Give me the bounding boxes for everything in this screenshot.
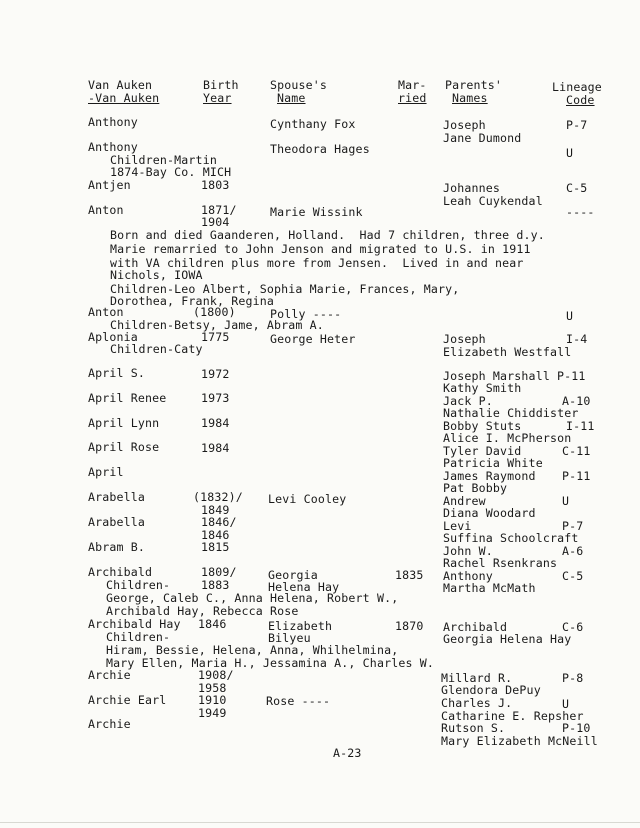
entry-name: April Lynn [88,416,160,430]
entry-note: with VA children plus more from Jensen. Lived in and near [110,256,524,270]
entry-name: Anthony [88,115,138,129]
entry-death: 1958 [198,681,227,695]
entry-code: P-10 [562,721,591,735]
entry-note: Children-Martin [110,153,217,167]
entry-name: April Renee [88,391,167,405]
entry-spouse: Cynthany Fox [270,117,356,131]
header-year: Year [203,91,232,105]
header-name-2: -Van Auken [88,91,160,105]
entry-code: ---- [566,205,595,219]
entry-note: Marie remarried to John Jenson and migrated to U.S. in 1911 [110,242,531,256]
entry-parent-mother: Elizabeth Westfall [443,345,572,359]
entry-birth: 1972 [201,367,230,381]
entry-spouse-2: Helena Hay [268,580,340,594]
entry-spouse: Elizabeth [268,619,333,633]
entry-spouse: Levi Cooley [268,492,347,506]
entry-code: C-11 [562,444,591,458]
header-name: Van Auken [88,78,153,92]
header-parents: Parents' [445,78,503,92]
entry-name: Archie [88,717,131,731]
entry-note: Children-Caty [110,342,203,356]
entry-note: Nichols, IOWA [110,268,203,282]
entry-parent-father: John W. [443,544,493,558]
entry-code: U [566,309,574,323]
entry-code: A-10 [562,394,591,408]
entry-parent-mother: Suffina Schoolcraft [443,531,579,545]
header-code: Code [566,93,595,107]
entry-birth: 1984 [201,416,230,430]
entry-birth: 1973 [201,391,230,405]
entry-parent-father: Jack P. [443,394,493,408]
entry-name: Aplonia [88,330,138,344]
entry-note: 1874-Bay Co. MICH [110,165,232,179]
entry-note: Dorothea, Frank, Regina [110,294,274,308]
entry-code: P-8 [562,671,584,685]
entry-parent-father: James Raymond [443,469,536,483]
entry-code: C-6 [562,620,584,634]
entry-name: April [88,465,124,479]
entry-birth: 1803 [201,178,230,192]
header-spouse-name: Name [277,91,306,105]
entry-parent-mother: Martha McMath [443,581,536,595]
entry-spouse-2: Bilyeu [268,631,311,645]
entry-parent-mother: Mary Elizabeth McNeill [441,734,598,748]
entry-birth: 1846/ [201,515,237,529]
entry-birth: 1775 [201,330,230,344]
entry-married: 1870 [395,619,424,633]
entry-parent-mother: Nathalie Chiddister [443,406,579,420]
entry-code: I-4 [566,332,588,346]
entry-code: U [562,494,570,508]
entry-code: I-11 [566,419,595,433]
entry-parent-mother: Kathy Smith [443,381,522,395]
entry-spouse: Polly ---- [270,307,342,321]
entry-parent-mother: Pat Bobby [443,481,508,495]
entry-name: Abram B. [88,540,146,554]
entry-name: Antjen [88,178,131,192]
entry-parent-father: Rutson S. [441,721,506,735]
entry-name: Arabella [88,515,146,529]
entry-note: Archibald Hay, Rebecca Rose [106,604,299,618]
entry-name: April Rose [88,440,160,454]
entry-parent-father: Andrew [443,494,486,508]
entry-parent-mother: Patricia White [443,456,543,470]
page-number: A-23 [333,746,362,760]
header-lineage: Lineage [552,80,602,94]
entry-code: P-7 [562,519,584,533]
entry-code: P-11 [557,369,586,383]
entry-code: C-5 [566,181,588,195]
header-birth: Birth [203,78,239,92]
entry-name: Arabella [88,490,146,504]
entry-birth: (1800) [193,305,236,319]
entry-birth: 1910 [198,693,227,707]
entry-spouse: Marie Wissink [270,205,363,219]
entry-name: Archibald Hay [88,617,181,631]
entry-code: C-5 [562,569,584,583]
entry-birth: 1815 [201,540,230,554]
entry-code: U [566,146,574,160]
entry-parent-father: Johannes [443,181,501,195]
entry-parent-father: Archibald [443,620,508,634]
entry-parent-father: Joseph [443,118,486,132]
entry-death: 1883 [201,578,230,592]
entry-parent-father: Tyler David [443,444,522,458]
entry-note: Children-Betsy, Jame, Abram A. [110,318,324,332]
header-spouse: Spouse's [270,78,328,92]
entry-note: Hiram, Bessie, Helena, Anna, Whilhelmina, [106,643,399,657]
entry-name: Archie Earl [88,693,167,707]
entry-death: 1849 [201,503,230,517]
entry-birth: 1984 [201,441,230,455]
entry-parent-father: Joseph Marshall [443,369,550,383]
entry-parent-father: Anthony [443,569,493,583]
entry-note: Children- [106,578,171,592]
entry-parent-mother: Jane Dumond [443,131,522,145]
entry-parent-mother: Diana Woodard [443,506,536,520]
entry-parent-father: Levi [443,519,472,533]
entry-parent-mother: Rachel Rsenkrans [443,556,558,570]
entry-parent-mother: Leah Cuykendal [443,194,543,208]
entry-code: U [562,697,570,711]
entry-parent-mother: Glendora DePuy [441,683,541,697]
entry-birth: 1908/ [198,668,234,682]
entry-birth: 1809/ [201,565,237,579]
entry-parent-mother: Georgia Helena Hay [443,632,572,646]
entry-birth: 1846 [198,617,227,631]
entry-married: 1835 [395,568,424,582]
entry-note: George, Caleb C., Anna Helena, Robert W., [106,591,399,605]
header-parents-names: Names [452,91,488,105]
entry-spouse: Theodora Hages [270,142,370,156]
entry-birth: (1832)/ [193,490,243,504]
entry-parent-father: Millard R. [441,671,513,685]
entry-code: P-11 [562,469,591,483]
entry-parent-father: Bobby Stuts [443,419,522,433]
entry-code: A-6 [562,544,584,558]
entry-parent-mother: Catharine E. Repsher [441,709,584,723]
entry-parent-father: Joseph [443,332,486,346]
scan-edge-divider [0,822,640,823]
entry-death: 1904 [201,215,230,229]
entry-death: 1846 [201,528,230,542]
entry-birth: 1871/ [201,203,237,217]
entry-spouse: Georgia [268,568,318,582]
entry-note: Children-Leo Albert, Sophia Marie, Frances, Mary, [110,282,460,296]
entry-name: Anton [88,305,124,319]
entry-parent-mother: Alice I. McPherson [443,431,572,445]
entry-name: Anton [88,203,124,217]
entry-name: April S. [88,366,146,380]
entry-name: Archibald [88,565,153,579]
entry-name: Archie [88,668,131,682]
entry-note: Mary Ellen, Maria H., Jessamina A., Charles W. [106,656,434,670]
entry-spouse: George Heter [270,332,356,346]
entry-note: Born and died Gaanderen, Holland. Had 7 children, three d.y. [110,228,545,242]
entry-code: P-7 [566,118,588,132]
entry-spouse: Rose ---- [266,694,331,708]
entry-note: Children- [106,630,171,644]
entry-name: Anthony [88,140,138,154]
entry-parent-father: Charles J. [441,696,513,710]
header-married: Mar- [398,78,427,92]
header-married-2: ried [398,91,427,105]
entry-death: 1949 [198,706,227,720]
